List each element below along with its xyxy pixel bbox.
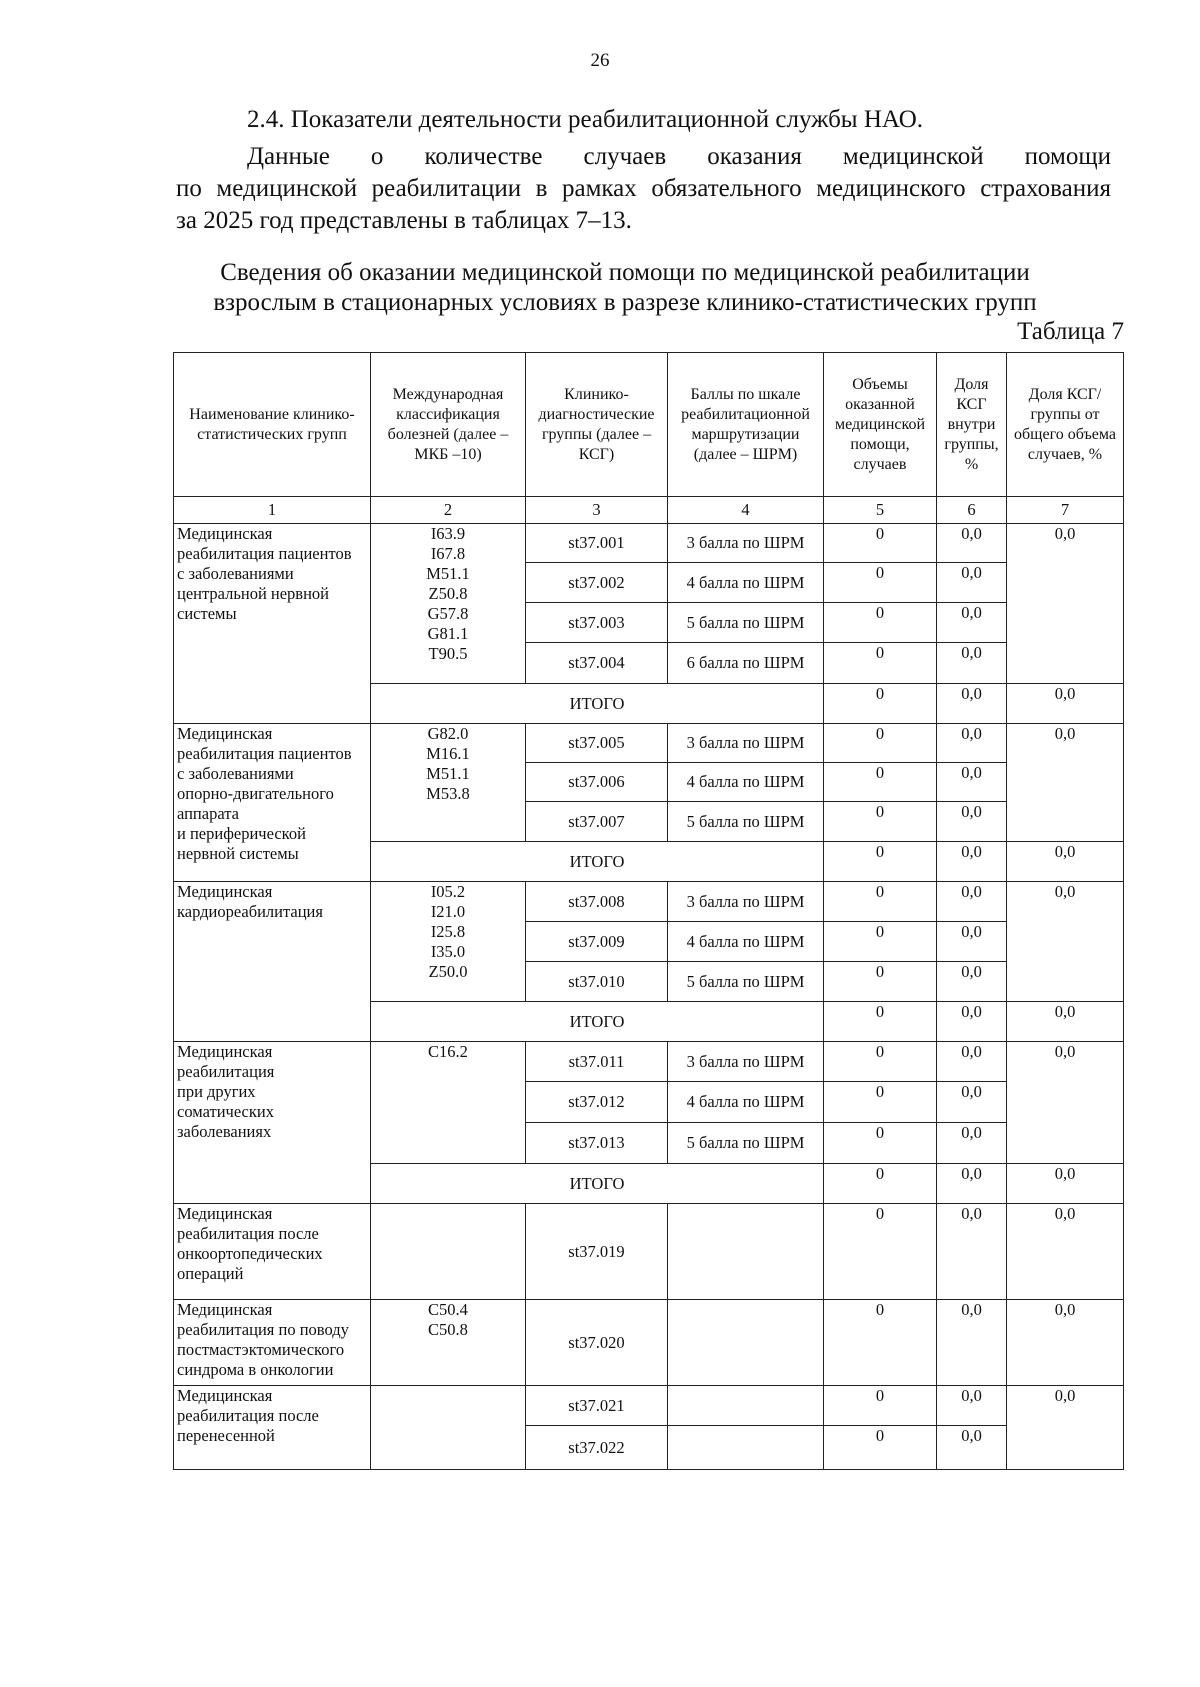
volume-cell: 0 <box>824 1042 937 1082</box>
icd-code: G57.8 <box>427 604 469 623</box>
column-number: 1 <box>174 497 371 524</box>
icd-code: Z50.8 <box>428 584 468 603</box>
header-group-name: Наименование клинико-статистических групп <box>174 353 371 497</box>
table-row <box>174 1042 1124 1082</box>
icd-code: I67.8 <box>430 544 466 563</box>
icd-codes-cell <box>371 1204 526 1300</box>
table-caption: Таблица 7 <box>1017 318 1124 345</box>
shrm-score-cell: 4 балла по ШРМ <box>668 1082 824 1123</box>
total-volume-cell: 0 <box>824 842 937 882</box>
share-in-group-cell: 0,0 <box>937 1426 1007 1470</box>
shrm-score-cell: 5 балла по ШРМ <box>668 962 824 1002</box>
share-total-cell: 0,0 <box>1007 724 1124 842</box>
intro-line: по медицинской реабилитации в рамках обязательного медицинского страхования <box>176 175 1111 202</box>
ksg-code-cell: st37.011 <box>526 1042 668 1082</box>
header-share-in-group: Доля КСГ внутри группы, % <box>937 353 1007 497</box>
volume-cell: 0 <box>824 1123 937 1164</box>
table-row <box>174 524 1124 563</box>
ksg-table <box>173 352 1124 1470</box>
group-name-line: реабилитация <box>177 1062 275 1081</box>
group-name-line: реабилитация пациентов <box>177 544 352 563</box>
share-in-group-cell: 0,0 <box>937 922 1007 962</box>
intro-line: за 2025 год представлены в таблицах 7–13. <box>176 207 632 234</box>
icd-code: Z50.0 <box>428 962 468 981</box>
column-number: 5 <box>824 497 937 524</box>
share-in-group-cell: 0,0 <box>937 643 1007 684</box>
ksg-code-cell: st37.003 <box>526 603 668 643</box>
table-header-row <box>174 353 1124 497</box>
volume-cell: 0 <box>824 563 937 603</box>
total-share-total-cell: 0,0 <box>1007 1164 1124 1204</box>
total-label-cell: ИТОГО <box>371 1164 824 1204</box>
share-in-group-cell: 0,0 <box>937 524 1007 563</box>
icd-code: G82.0 <box>427 724 469 743</box>
volume-cell: 0 <box>824 1386 937 1426</box>
table-title <box>160 258 1090 318</box>
total-volume-cell: 0 <box>824 1002 937 1042</box>
table-title-line: Сведения об оказании медицинской помощи по медицинской реабилитации <box>220 259 1030 286</box>
volume-cell: 0 <box>824 962 937 1002</box>
group-name-line: операций <box>177 1264 244 1283</box>
group-name-line: Медицинская <box>177 724 273 743</box>
page-number: 26 <box>590 50 610 71</box>
shrm-score-cell: 4 балла по ШРМ <box>668 922 824 962</box>
header-ksg: Клинико-диагностические группы (далее – КСГ) <box>526 353 668 497</box>
share-in-group-cell: 0,0 <box>937 1204 1007 1300</box>
group-name-line: Медицинская <box>177 1386 273 1405</box>
table-row <box>174 882 1124 922</box>
ksg-code-cell: st37.009 <box>526 922 668 962</box>
total-volume-cell: 0 <box>824 684 937 724</box>
total-share-total-cell: 0,0 <box>1007 1002 1124 1042</box>
icd-code: I35.0 <box>430 942 466 961</box>
icd-code: I63.9 <box>430 524 466 543</box>
share-in-group-cell: 0,0 <box>937 802 1007 842</box>
icd-codes-cell <box>371 882 526 1002</box>
header-share-total: Доля КСГ/группы от общего объема случаев, % <box>1007 353 1124 497</box>
group-name-line: синдрома в онкологии <box>177 1360 334 1379</box>
shrm-score-cell <box>668 1300 824 1386</box>
column-number: 3 <box>526 497 668 524</box>
icd-codes-cell <box>371 524 526 684</box>
ksg-code-cell: st37.013 <box>526 1123 668 1164</box>
group-name-cell <box>174 1204 371 1300</box>
group-name-line: перенесенной <box>177 1426 275 1445</box>
table-row <box>174 724 1124 763</box>
icd-code: M16.1 <box>426 744 470 763</box>
column-number-row <box>174 497 1124 524</box>
icd-code: M51.1 <box>426 764 470 783</box>
icd-code: I05.2 <box>430 882 466 901</box>
group-name-line: реабилитация по поводу <box>177 1320 349 1339</box>
volume-cell: 0 <box>824 1300 937 1386</box>
total-share-in-group-cell: 0,0 <box>937 842 1007 882</box>
ksg-code-cell: st37.004 <box>526 643 668 684</box>
icd-code: M53.8 <box>426 784 470 803</box>
group-name-cell <box>174 724 371 882</box>
share-in-group-cell: 0,0 <box>937 1123 1007 1164</box>
shrm-score-cell: 5 балла по ШРМ <box>668 1123 824 1164</box>
volume-cell: 0 <box>824 603 937 643</box>
shrm-score-cell <box>668 1386 824 1426</box>
column-number: 4 <box>668 497 824 524</box>
ksg-code-cell: st37.020 <box>526 1300 668 1386</box>
shrm-score-cell: 3 балла по ШРМ <box>668 1042 824 1082</box>
volume-cell: 0 <box>824 1082 937 1123</box>
group-name-cell <box>174 524 371 724</box>
group-name-line: центральной нервной <box>177 584 330 603</box>
share-in-group-cell: 0,0 <box>937 1300 1007 1386</box>
icd-code: C50.4 <box>428 1300 468 1319</box>
group-name-cell <box>174 1042 371 1204</box>
ksg-code-cell: st37.022 <box>526 1426 668 1470</box>
section-heading: 2.4. Показатели деятельности реабилитационной службы НАО. <box>247 106 924 133</box>
total-volume-cell: 0 <box>824 1164 937 1204</box>
intro-line: Данные о количестве случаев оказания медицинской помощи <box>247 143 1111 170</box>
group-name-line: Медицинская <box>177 1204 273 1223</box>
volume-cell: 0 <box>824 763 937 802</box>
share-total-cell: 0,0 <box>1007 1204 1124 1300</box>
total-label-cell: ИТОГО <box>371 842 824 882</box>
share-total-cell: 0,0 <box>1007 1300 1124 1386</box>
volume-cell: 0 <box>824 643 937 684</box>
group-name-line: Медицинская <box>177 1300 273 1319</box>
group-name-cell <box>174 1300 371 1386</box>
shrm-score-cell: 5 балла по ШРМ <box>668 802 824 842</box>
shrm-score-cell: 3 балла по ШРМ <box>668 724 824 763</box>
share-in-group-cell: 0,0 <box>937 563 1007 603</box>
header-shrm: Баллы по шкале реабилитационной маршрутизации (далее – ШРМ) <box>668 353 824 497</box>
column-number: 6 <box>937 497 1007 524</box>
total-share-total-cell: 0,0 <box>1007 684 1124 724</box>
total-share-in-group-cell: 0,0 <box>937 1002 1007 1042</box>
icd-code: G81.1 <box>427 624 469 643</box>
share-total-cell: 0,0 <box>1007 1386 1124 1470</box>
shrm-score-cell: 4 балла по ШРМ <box>668 563 824 603</box>
group-name-line: заболеваниях <box>177 1122 272 1141</box>
ksg-code-cell: st37.008 <box>526 882 668 922</box>
group-name-line: онкоортопедических <box>177 1244 323 1263</box>
total-label-cell: ИТОГО <box>371 684 824 724</box>
share-in-group-cell: 0,0 <box>937 1042 1007 1082</box>
group-name-line: кардиореабилитация <box>177 902 323 921</box>
shrm-score-cell: 3 балла по ШРМ <box>668 524 824 563</box>
table-row <box>174 1204 1124 1300</box>
share-total-cell: 0,0 <box>1007 1042 1124 1164</box>
volume-cell: 0 <box>824 922 937 962</box>
icd-code: I25.8 <box>430 922 466 941</box>
header-volume: Объемы оказанной медицинской помощи, случаев <box>824 353 937 497</box>
share-in-group-cell: 0,0 <box>937 962 1007 1002</box>
group-name-line: опорно-двигательного <box>177 784 334 803</box>
table-title-line: взрослым в стационарных условиях в разрезе клинико-статистических групп <box>213 289 1037 316</box>
group-name-line: системы <box>177 604 237 623</box>
ksg-code-cell: st37.010 <box>526 962 668 1002</box>
table-row <box>174 1386 1124 1426</box>
volume-cell: 0 <box>824 724 937 763</box>
group-name-cell <box>174 882 371 1042</box>
share-total-cell: 0,0 <box>1007 882 1124 1002</box>
volume-cell: 0 <box>824 802 937 842</box>
icd-codes-cell <box>371 1386 526 1470</box>
icd-code: I21.0 <box>430 902 466 921</box>
group-name-cell <box>174 1386 371 1470</box>
group-name-line: с заболеваниями <box>177 764 294 783</box>
volume-cell: 0 <box>824 1204 937 1300</box>
share-total-cell: 0,0 <box>1007 524 1124 684</box>
group-name-line: и периферической <box>177 824 306 843</box>
icd-codes-cell <box>371 1042 526 1164</box>
ksg-code-cell: st37.002 <box>526 563 668 603</box>
total-label-cell: ИТОГО <box>371 1002 824 1042</box>
icd-code: C50.8 <box>428 1320 468 1339</box>
group-name-line: Медицинская <box>177 1042 273 1061</box>
group-name-line: при других <box>177 1082 256 1101</box>
ksg-code-cell: st37.012 <box>526 1082 668 1123</box>
ksg-code-cell: st37.006 <box>526 763 668 802</box>
column-number: 2 <box>371 497 526 524</box>
group-name-line: реабилитация после <box>177 1406 319 1425</box>
share-in-group-cell: 0,0 <box>937 763 1007 802</box>
group-name-line: реабилитация пациентов <box>177 744 352 763</box>
shrm-score-cell: 6 балла по ШРМ <box>668 643 824 684</box>
share-in-group-cell: 0,0 <box>937 724 1007 763</box>
group-name-line: соматических <box>177 1102 274 1121</box>
ksg-code-cell: st37.019 <box>526 1204 668 1300</box>
group-name-line: реабилитация после <box>177 1224 319 1243</box>
total-share-in-group-cell: 0,0 <box>937 1164 1007 1204</box>
total-share-in-group-cell: 0,0 <box>937 684 1007 724</box>
icd-code: M51.1 <box>426 564 470 583</box>
share-in-group-cell: 0,0 <box>937 603 1007 643</box>
shrm-score-cell: 5 балла по ШРМ <box>668 603 824 643</box>
group-name-line: постмастэктомического <box>177 1340 345 1359</box>
icd-code: T90.5 <box>428 644 468 663</box>
icd-codes-cell <box>371 1300 526 1386</box>
shrm-score-cell: 3 балла по ШРМ <box>668 882 824 922</box>
volume-cell: 0 <box>824 882 937 922</box>
share-in-group-cell: 0,0 <box>937 882 1007 922</box>
group-name-line: нервной системы <box>177 844 299 863</box>
ksg-code-cell: st37.021 <box>526 1386 668 1426</box>
group-name-line: с заболеваниями <box>177 564 294 583</box>
shrm-score-cell <box>668 1426 824 1470</box>
column-number: 7 <box>1007 497 1124 524</box>
ksg-code-cell: st37.001 <box>526 524 668 563</box>
intro-paragraph <box>176 141 1111 237</box>
group-name-line: Медицинская <box>177 524 273 543</box>
icd-codes-cell <box>371 724 526 842</box>
icd-code: C16.2 <box>428 1042 468 1061</box>
share-in-group-cell: 0,0 <box>937 1386 1007 1426</box>
volume-cell: 0 <box>824 1426 937 1470</box>
ksg-code-cell: st37.005 <box>526 724 668 763</box>
total-share-total-cell: 0,0 <box>1007 842 1124 882</box>
shrm-score-cell <box>668 1204 824 1300</box>
group-name-line: Медицинская <box>177 882 273 901</box>
header-icd: Международная классификация болезней (далее – МКБ –10) <box>371 353 526 497</box>
table-row <box>174 1300 1124 1386</box>
volume-cell: 0 <box>824 524 937 563</box>
share-in-group-cell: 0,0 <box>937 1082 1007 1123</box>
shrm-score-cell: 4 балла по ШРМ <box>668 763 824 802</box>
group-name-line: аппарата <box>177 804 239 823</box>
ksg-code-cell: st37.007 <box>526 802 668 842</box>
